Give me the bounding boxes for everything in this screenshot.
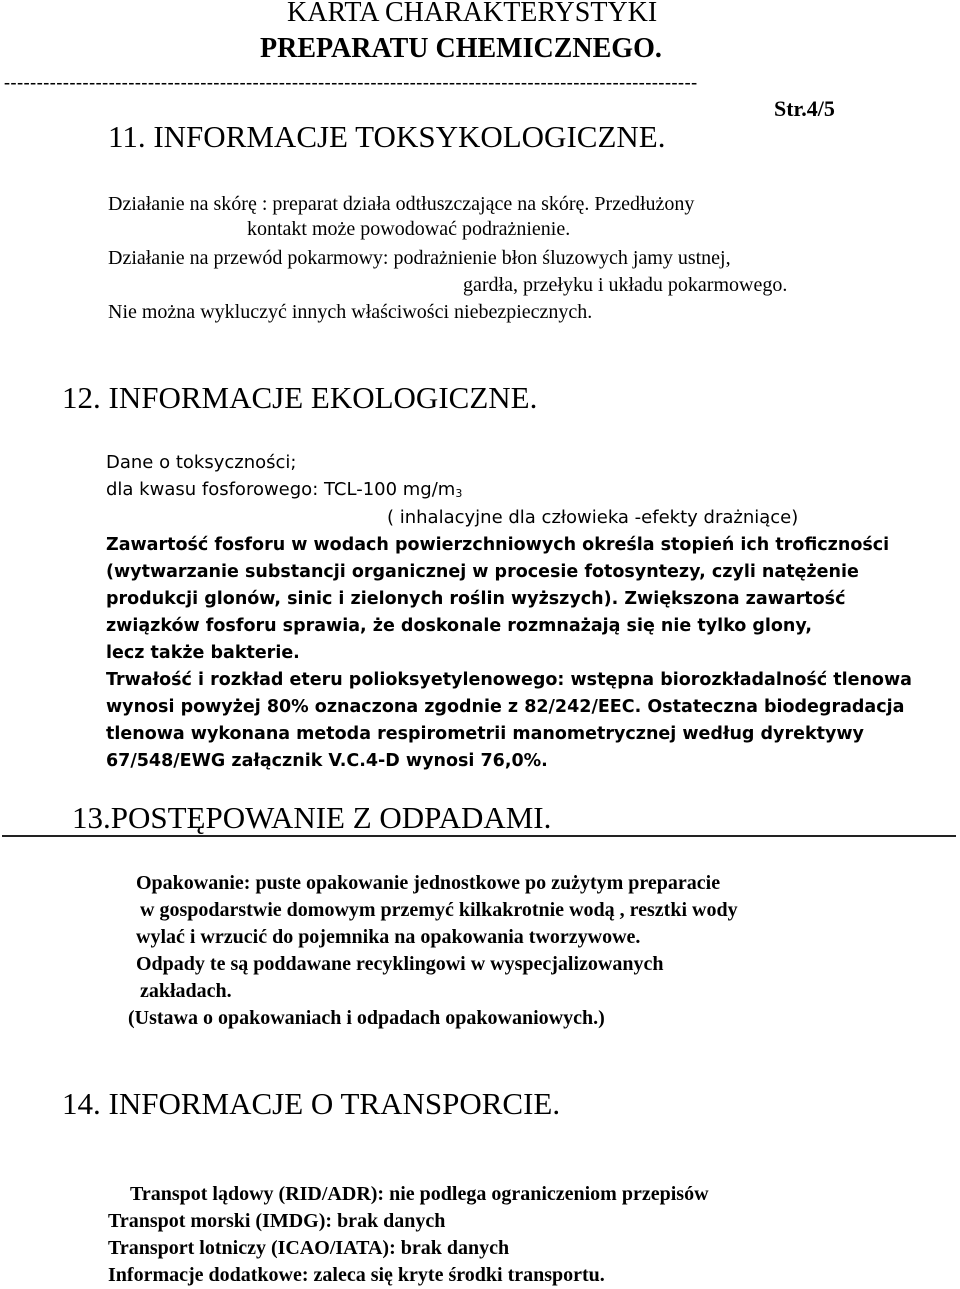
section-12-line: 67/548/EWG załącznik V.C.4-D wynosi 76,0%. <box>106 751 548 771</box>
header-divider: ---------------------------------------------------------------------------------------------------------- <box>4 72 698 92</box>
section-12-line: wynosi powyżej 80% oznaczona zgodnie z 82/242/EEC. Ostateczna biodegradacja <box>106 697 905 717</box>
unit-exponent: 3 <box>455 487 463 500</box>
section-14-line: Transpot morski (IMDG): brak danych <box>108 1210 446 1232</box>
section-11-line: Nie można wykluczyć innych właściwości niebezpiecznych. <box>108 301 593 323</box>
section-12-line: Zawartość fosforu w wodach powierzchniowych określa stopień ich troficzności <box>106 535 890 555</box>
section-13-line: w gospodarstwie domowym przemyć kilkakrotnie wodą , resztki wody <box>140 899 738 921</box>
section-11-line: kontakt może powodować podrażnienie. <box>247 218 571 240</box>
section-11-line: Działanie na skórę : preparat działa odtłuszczające na skórę. Przedłużony <box>108 193 695 215</box>
section-14-line: Informacje dodatkowe: zaleca się kryte środki transportu. <box>108 1264 605 1286</box>
section-12-heading: 12. INFORMACJE EKOLOGICZNE. <box>62 380 538 415</box>
page-number: Str.4/5 <box>774 96 835 121</box>
section-13-line: wylać i wrzucić do pojemnika na opakowania tworzywowe. <box>136 926 641 948</box>
section-13-divider <box>2 835 956 837</box>
section-12-line: Trwałość i rozkład eteru polioksyetylenowego: wstępna biorozkładalność tlenowa <box>106 670 912 690</box>
document-title-line2: PREPARATU CHEMICZNEGO. <box>260 33 662 64</box>
section-11-line: gardła, przełyku i układu pokarmowego. <box>463 274 788 296</box>
section-13-line: (Ustawa o opakowaniach i odpadach opakowaniowych.) <box>128 1007 605 1029</box>
section-14-line: Transpot lądowy (RID/ADR): nie podlega ograniczeniom przepisów <box>130 1183 709 1205</box>
section-11-heading: 11. INFORMACJE TOKSYKOLOGICZNE. <box>108 119 666 154</box>
section-11-line: Działanie na przewód pokarmowy: podrażnienie błon śluzowych jamy ustnej, <box>108 247 731 269</box>
section-12-line: (wytwarzanie substancji organicznej w procesie fotosyntezy, czyli natężenie <box>106 562 859 582</box>
section-14-line: Transport lotniczy (ICAO/IATA): brak danych <box>108 1237 510 1259</box>
section-12-line: produkcji glonów, sinic i zielonych roślin wyższych). Zwiększona zawartość <box>106 589 846 609</box>
section-13-heading: 13.POSTĘPOWANIE Z ODPADAMI. <box>72 800 552 835</box>
section-13-line: Odpady te są poddawane recyklingowi w wyspecjalizowanych <box>136 953 664 975</box>
section-12-line: lecz także bakterie. <box>106 643 300 663</box>
section-12-line: ( inhalacyjne dla człowieka -efekty drażniące) <box>387 507 799 528</box>
section-12-line: tlenowa wykonana metoda respirometrii manometrycznej według dyrektywy <box>106 724 864 744</box>
section-12-line: związków fosforu sprawia, że doskonale rozmnażają się nie tylko glony, <box>106 616 813 636</box>
section-13-line: zakładach. <box>140 980 232 1002</box>
section-12-line-tcl <box>106 479 462 505</box>
section-13-line: Opakowanie: puste opakowanie jednostkowe po zużytym preparacie <box>136 872 721 894</box>
section-12-line: Dane o toksyczności; <box>106 452 297 473</box>
section-14-heading: 14. INFORMACJE O TRANSPORCIE. <box>62 1086 561 1121</box>
tcl-value-text: dla kwasu fosforowego: TCL-100 mg/m <box>106 479 456 500</box>
document-title-line1: KARTA CHARAKTERYSTYKI <box>287 0 658 28</box>
